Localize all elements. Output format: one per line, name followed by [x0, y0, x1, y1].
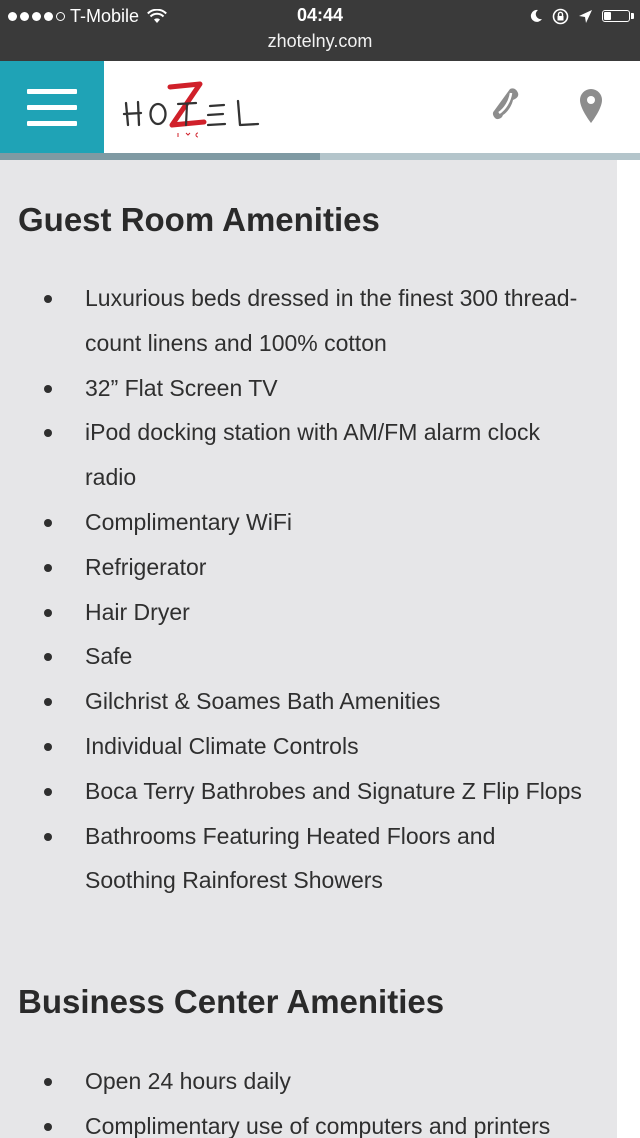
- list-item: [0, 679, 617, 724]
- rotation-lock-icon: [552, 8, 569, 25]
- list-item: [0, 276, 617, 366]
- amenity-text: Gilchrist & Soames Bath Amenities: [85, 688, 441, 715]
- clock: 04:44: [296, 5, 344, 25]
- list-item: [0, 500, 617, 545]
- amenity-text: Open 24 hours daily: [85, 1068, 291, 1094]
- list-item: [0, 724, 617, 769]
- amenity-text: Safe: [85, 643, 133, 670]
- amenity-text: Complimentary WiFi: [85, 508, 293, 535]
- list-item: [0, 634, 617, 679]
- bullet-icon: [44, 564, 52, 572]
- amenity-text: Luxurious beds dressed in the finest 300 thread-count linens and 100% cotton: [85, 285, 578, 356]
- carrier-name: T-Mobile: [70, 5, 140, 26]
- phone-icon[interactable]: [488, 85, 524, 125]
- bullet-icon: [44, 609, 52, 617]
- hotel-z-logo[interactable]: [120, 75, 270, 139]
- menu-bar: [27, 89, 77, 94]
- section-title-business-center: Business Center Amenities: [18, 983, 445, 1020]
- list-item: [0, 1059, 617, 1104]
- bullet-icon: [44, 788, 52, 796]
- menu-bar: [27, 121, 77, 126]
- list-item: [0, 545, 617, 590]
- bullet-icon: [44, 429, 52, 437]
- amenity-text: Complimentary use of computers and printers: [85, 1112, 551, 1138]
- header-divider: [0, 153, 320, 160]
- amenity-text: Refrigerator: [85, 553, 207, 580]
- bullet-icon: [44, 698, 52, 706]
- site-header: [0, 61, 640, 153]
- moon-icon: [529, 9, 543, 23]
- amenity-text: Hair Dryer: [85, 598, 190, 625]
- list-item: [0, 1104, 617, 1138]
- guest-room-amenities-list: [0, 276, 617, 903]
- amenity-text: Bathrooms Featuring Heated Floors and Soothing Rainforest Showers: [85, 822, 496, 894]
- bullet-icon: [44, 385, 52, 393]
- list-item: [0, 590, 617, 635]
- bullet-icon: [44, 653, 52, 661]
- list-item: [0, 769, 617, 814]
- amenity-text: iPod docking station with AM/FM alarm clock radio: [85, 419, 541, 491]
- bullet-icon: [44, 519, 52, 527]
- amenity-text: 32” Flat Screen TV: [85, 374, 278, 401]
- address-bar-url[interactable]: zhotelny.com: [267, 31, 373, 51]
- amenities-content: [0, 160, 617, 1138]
- section-title-guest-room: Guest Room Amenities: [18, 201, 380, 238]
- amenity-text: Individual Climate Controls: [85, 732, 359, 759]
- status-bar: [0, 0, 640, 61]
- hamburger-menu-button[interactable]: [0, 61, 104, 153]
- bullet-icon: [44, 1123, 52, 1131]
- list-item: [0, 814, 617, 904]
- battery-icon: [602, 10, 630, 22]
- menu-bar: [27, 105, 77, 110]
- location-arrow-icon: [578, 9, 593, 24]
- header-divider: [320, 153, 640, 160]
- map-pin-icon[interactable]: [577, 87, 605, 127]
- bullet-icon: [44, 1078, 52, 1086]
- business-center-amenities-list: [0, 1059, 617, 1138]
- list-item: [0, 366, 617, 411]
- status-icons: [529, 5, 630, 27]
- amenity-text: Boca Terry Bathrobes and Signature Z Flip Flops: [85, 777, 582, 804]
- bullet-icon: [44, 295, 52, 303]
- list-item: [0, 410, 617, 500]
- bullet-icon: [44, 833, 52, 841]
- bullet-icon: [44, 743, 52, 751]
